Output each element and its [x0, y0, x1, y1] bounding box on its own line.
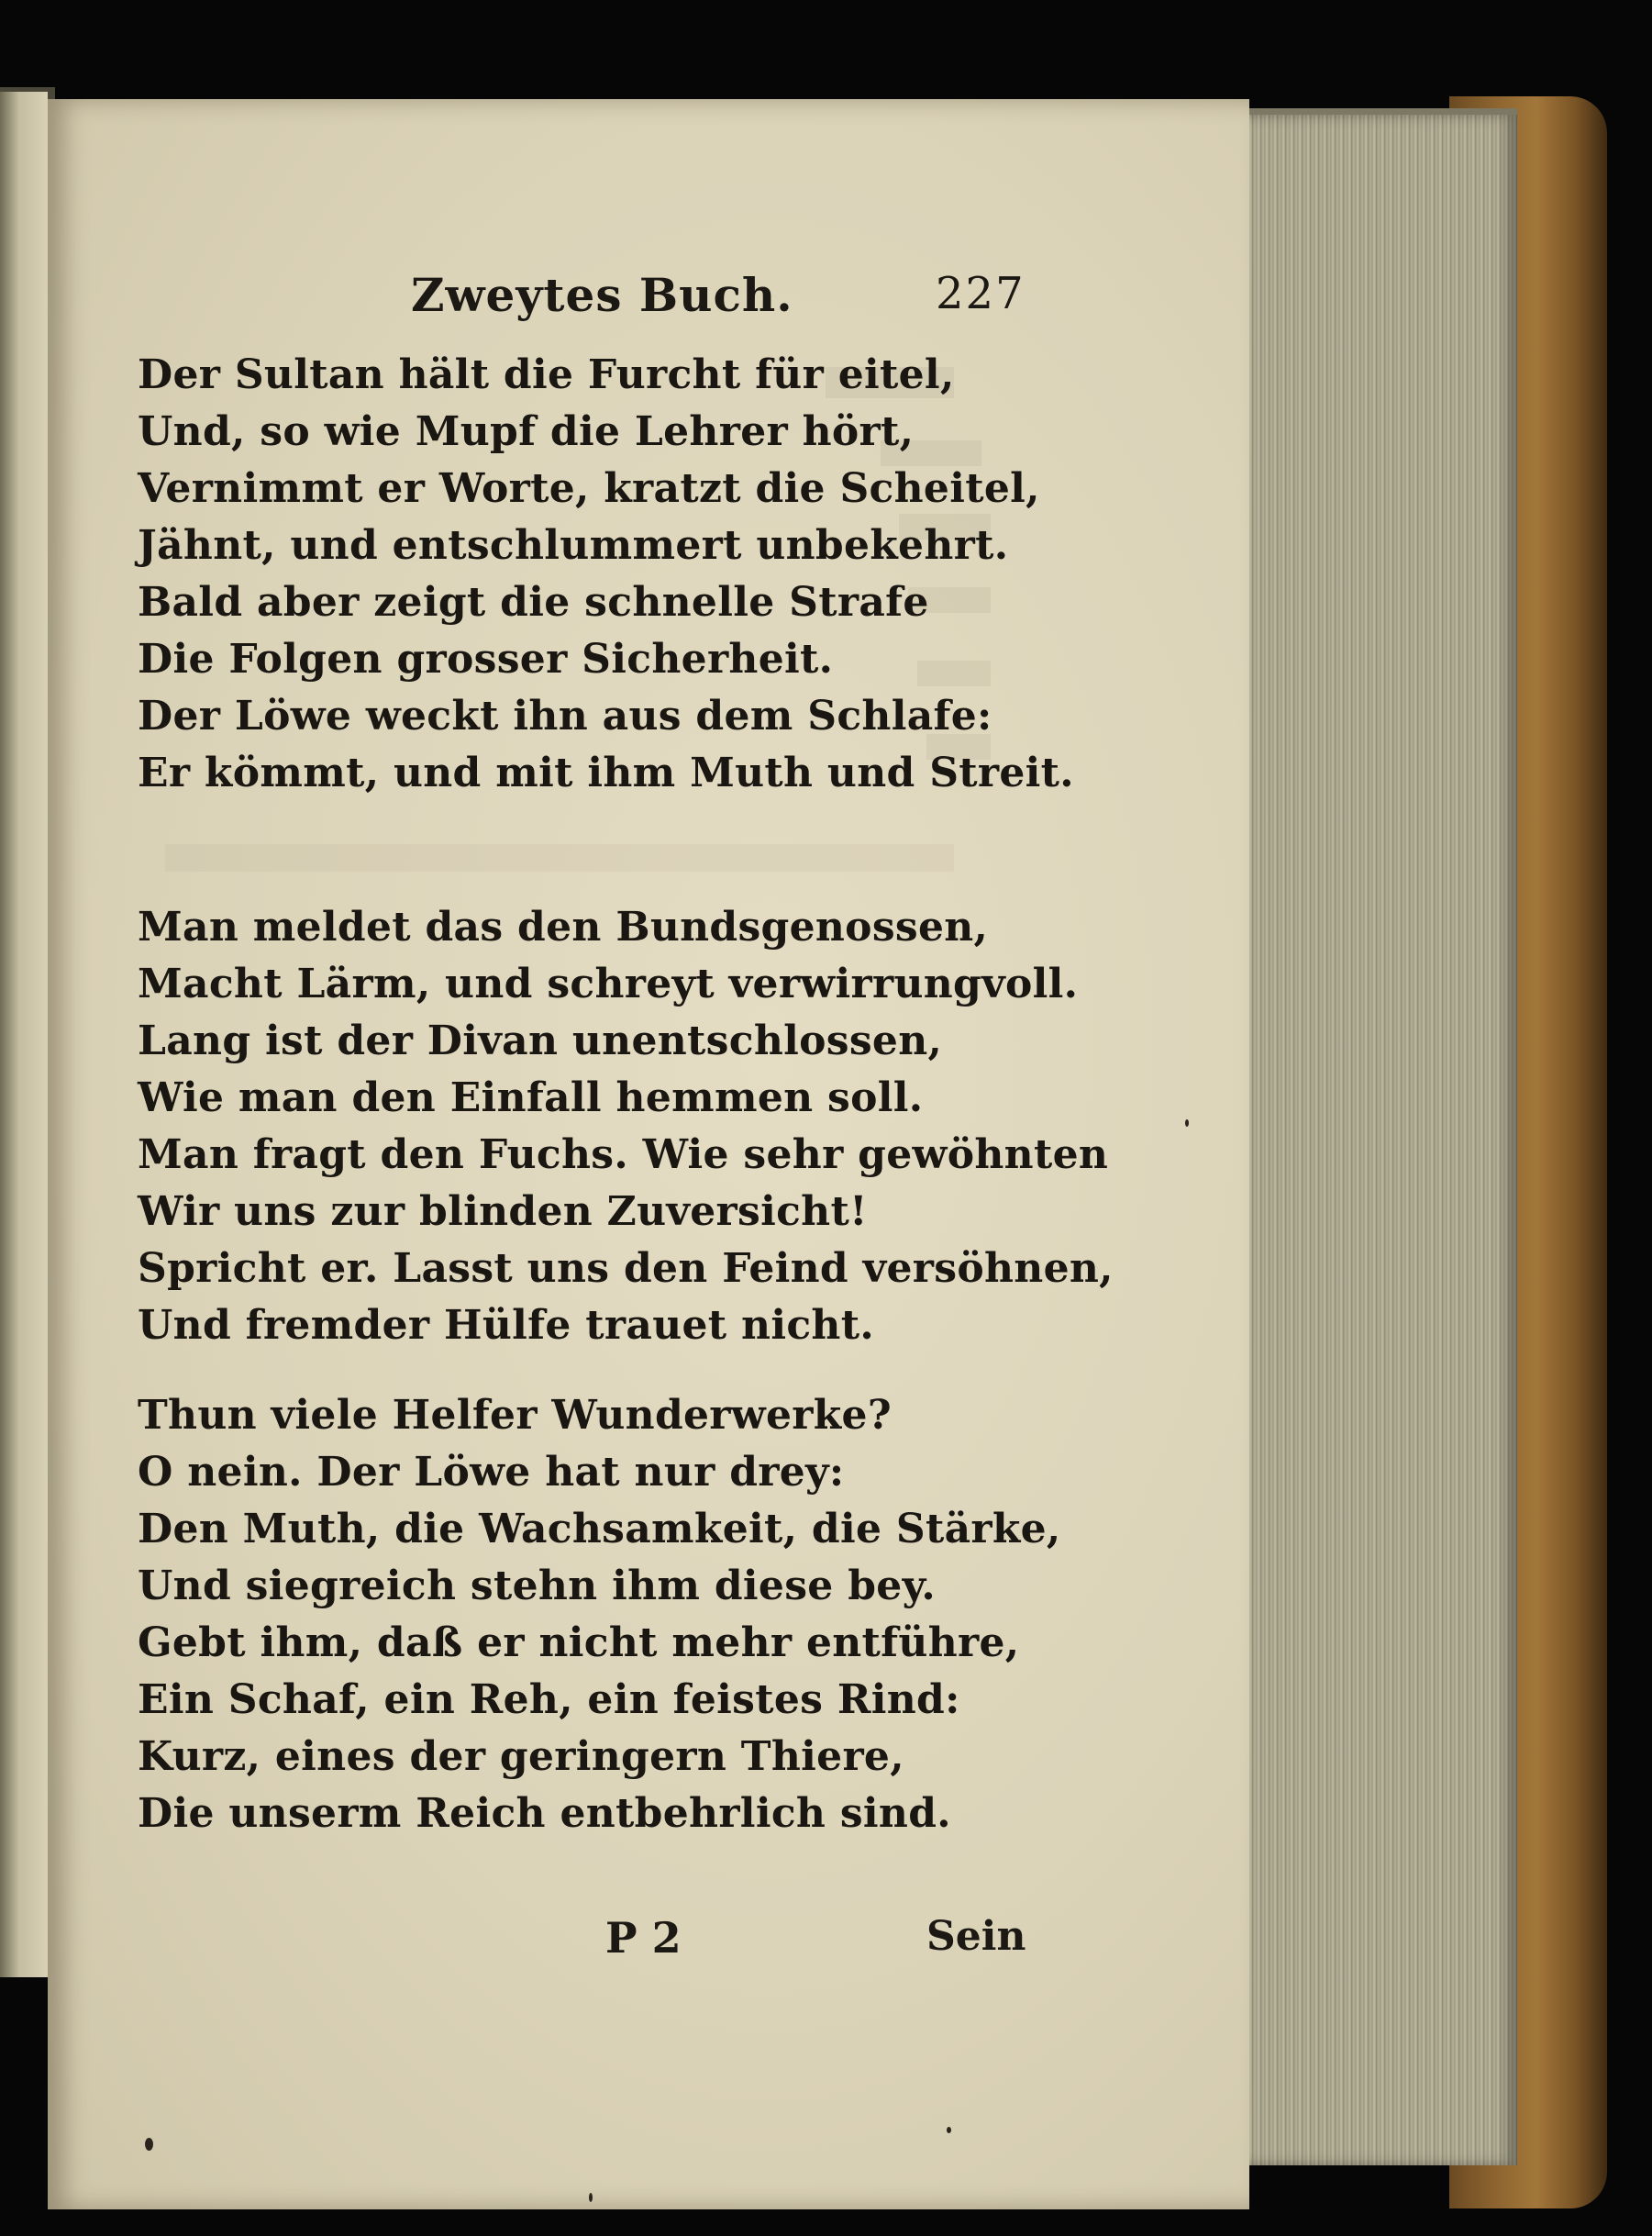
verse-line: Macht Lärm, und schreyt verwirrungvoll.	[138, 961, 1079, 1007]
verse-line: Spricht er. Lasst uns den Feind versöhnen,	[138, 1245, 1114, 1292]
signature-mark: P 2	[605, 1913, 682, 1963]
verse-line: Bald aber zeigt die schnelle Strafe	[138, 579, 929, 626]
left-page-sliver	[0, 92, 48, 1977]
stanza-2	[138, 899, 1114, 1354]
paper-speck	[589, 2193, 593, 2202]
stanza-1	[138, 347, 1074, 802]
verse-line: Wir uns zur blinden Zuversicht!	[138, 1188, 868, 1235]
page-block-edge	[1244, 115, 1517, 2165]
verse-line: Ein Schaf, ein Reh, ein feistes Rind:	[138, 1676, 960, 1723]
verse-line: Und, so wie Mupf die Lehrer hört,	[138, 408, 915, 455]
verse-line: O nein. Der Löwe hat nur drey:	[138, 1449, 845, 1496]
running-head-title: Zweytes Buch.	[411, 268, 793, 322]
verse-line: Man meldet das den Bundsgenossen,	[138, 904, 989, 951]
verse-line: Gebt ihm, daß er nicht mehr entführe,	[138, 1619, 1020, 1666]
verse-line: Thun viele Helfer Wunderwerke?	[138, 1392, 892, 1439]
verse-line: Wie man den Einfall hemmen soll.	[138, 1074, 924, 1121]
verse-line: Den Muth, die Wachsamkeit, die Stärke,	[138, 1506, 1061, 1552]
verse-line: Man fragt den Fuchs. Wie sehr gewöhnten	[138, 1131, 1109, 1178]
verse-line: Der Sultan hält die Furcht für eitel,	[138, 351, 955, 398]
stanza-3	[138, 1387, 1061, 1842]
verse-line: Der Löwe weckt ihn aus dem Schlafe:	[138, 693, 992, 740]
show-through-mark	[165, 844, 954, 872]
verse-line: Kurz, eines der geringern Thiere,	[138, 1733, 904, 1780]
page-number: 227	[936, 268, 1026, 319]
paper-speck	[1185, 1119, 1189, 1127]
catchword: Sein	[926, 1913, 1026, 1960]
verse-line: Er kömmt, und mit ihm Muth und Streit.	[138, 750, 1074, 796]
verse-line: Die unserm Reich entbehrlich sind.	[138, 1790, 951, 1837]
verse-line: Vernimmt er Worte, kratzt die Scheitel,	[138, 465, 1040, 512]
paper-speck	[145, 2138, 153, 2151]
verse-line: Lang ist der Divan unentschlossen,	[138, 1018, 943, 1064]
paper-speck	[947, 2127, 951, 2133]
verse-line: Jähnt, und entschlummert unbekehrt.	[138, 522, 1009, 569]
verse-line: Und siegreich stehn ihm diese bey.	[138, 1563, 937, 1609]
verse-line: Die Folgen grosser Sicherheit.	[138, 636, 834, 683]
verse-line: Und fremder Hülfe trauet nicht.	[138, 1302, 874, 1349]
